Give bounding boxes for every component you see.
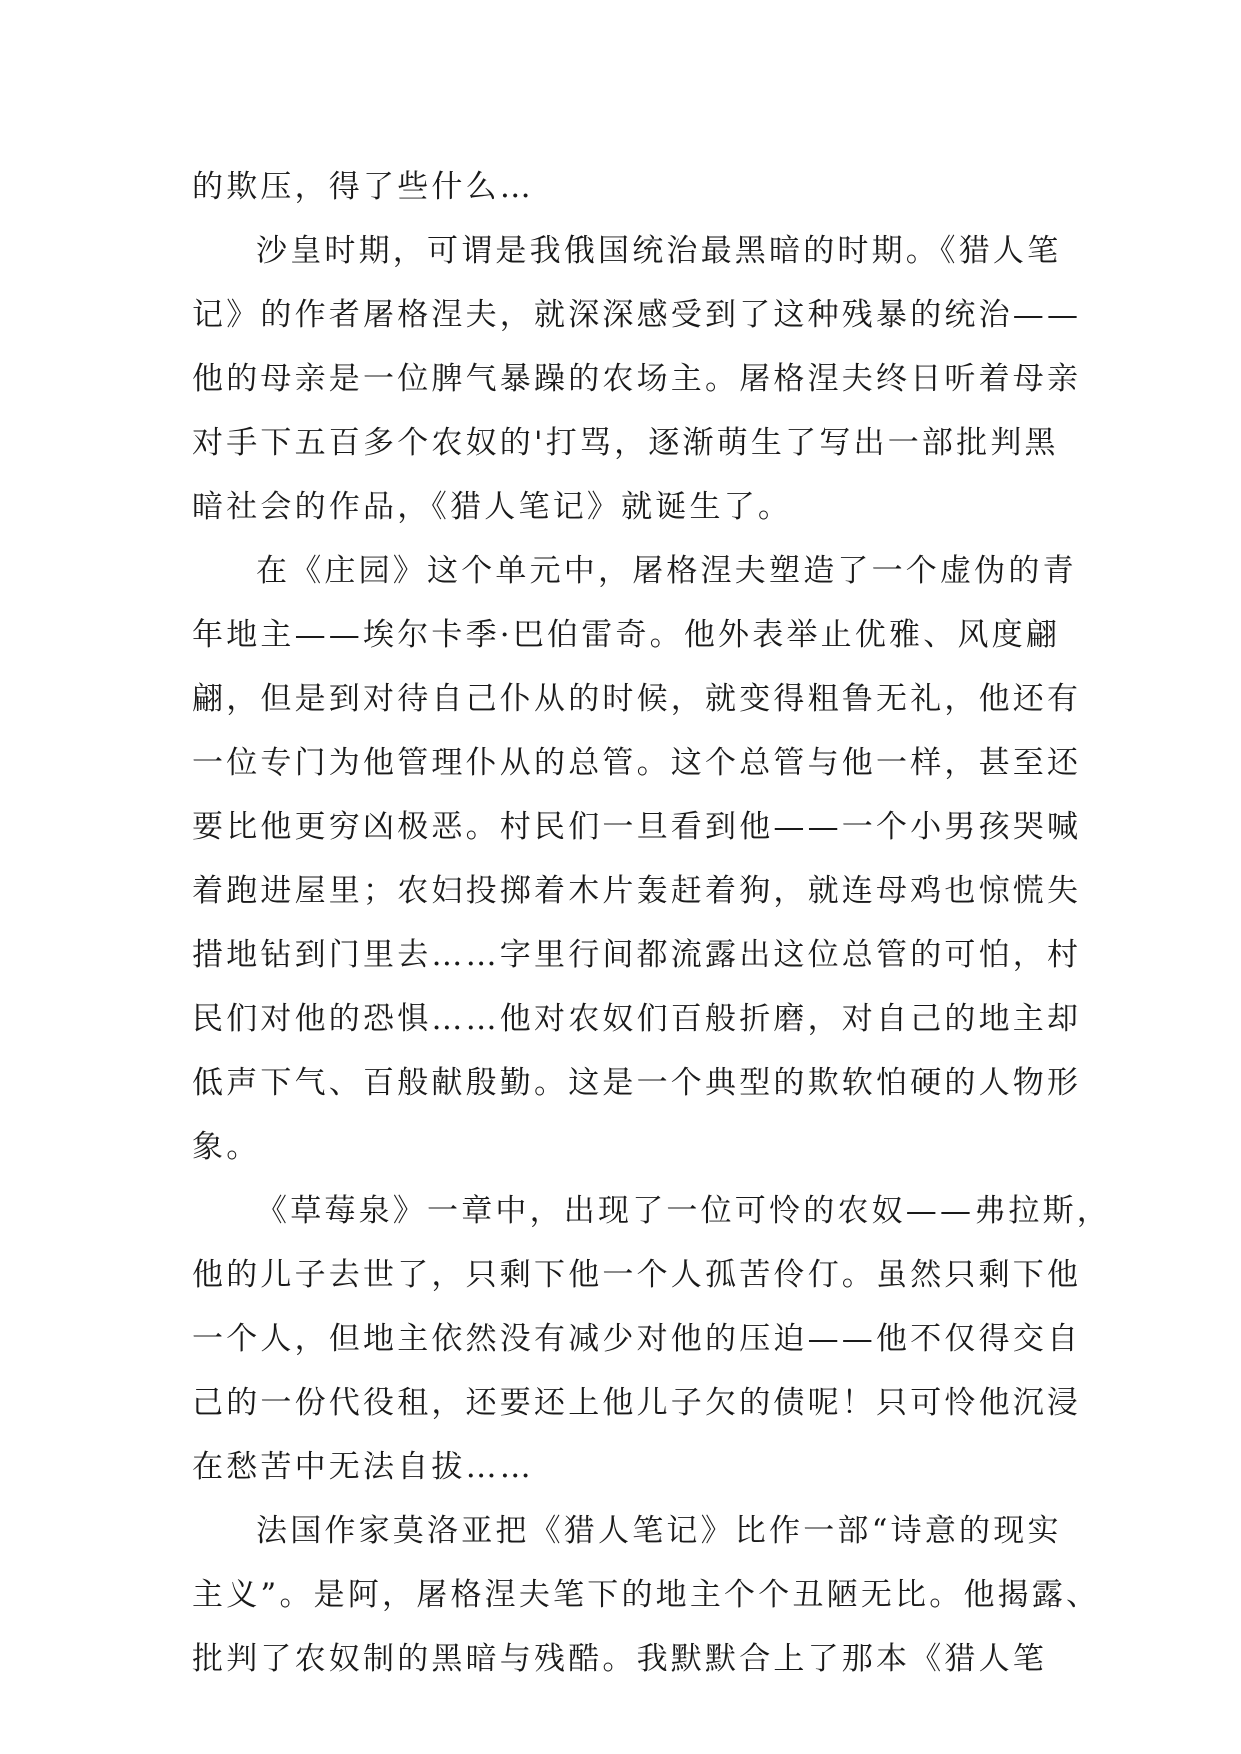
text-line: 暗社会的作品，《猎人笔记》就诞生了。	[192, 489, 793, 525]
text-line: 主义”。是阿，屠格涅夫笔下的地主个个丑陋无比。他揭露、	[192, 1577, 1101, 1613]
text-line: 批判了农奴制的黑暗与残酷。我默默合上了那本《猎人笔	[192, 1641, 1047, 1677]
text-line: 一个人，但地主依然没有减少对他的压迫——他不仅得交自	[192, 1321, 1082, 1357]
paragraph-start-line: 在《庄园》这个单元中，屠格涅夫塑造了一个虚伪的青	[256, 553, 1077, 589]
text-line: 翩，但是到对待自己仆从的时候，就变得粗鲁无礼，他还有	[192, 681, 1082, 717]
paragraph-start-line: 法国作家莫洛亚把《猎人笔记》比作一部“诗意的现实	[256, 1513, 1062, 1549]
text-line: 在愁苦中无法自拔……	[192, 1449, 534, 1485]
paragraph-start-line: 沙皇时期，可谓是我俄国统治最黑暗的时期。《猎人笔	[256, 233, 1062, 269]
text-line: 记》的作者屠格涅夫，就深深感受到了这种残暴的统治——	[192, 297, 1082, 333]
text-line: 的欺压，得了些什么…	[192, 169, 534, 205]
text-line: 年地主——埃尔卡季·巴伯雷奇。他外表举止优雅、风度翩	[192, 617, 1061, 653]
text-line: 要比他更穷凶极恶。村民们一旦看到他——一个小男孩哭喊	[192, 809, 1082, 845]
text-line: 象。	[192, 1129, 261, 1165]
text-line: 对手下五百多个农奴的'打骂，逐渐萌生了写出一部批判黑	[192, 425, 1059, 461]
text-line: 一位专门为他管理仆从的总管。这个总管与他一样，甚至还	[192, 745, 1082, 781]
text-line: 低声下气、百般献殷勤。这是一个典型的欺软怕硬的人物形	[192, 1065, 1082, 1101]
text-line: 他的儿子去世了，只剩下他一个人孤苦伶仃。虽然只剩下他	[192, 1257, 1082, 1293]
text-line: 着跑进屋里；农妇投掷着木片轰赶着狗，就连母鸡也惊慌失	[192, 873, 1082, 909]
text-line: 民们对他的恐惧……他对农奴们百般折磨，对自己的地主却	[192, 1001, 1082, 1037]
text-line: 己的一份代役租，还要还上他儿子欠的债呢！只可怜他沉浸	[192, 1385, 1082, 1421]
text-line: 措地钻到门里去……字里行间都流露出这位总管的可怕，村	[192, 937, 1082, 973]
paragraph-start-line: 《草莓泉》一章中，出现了一位可怜的农奴——弗拉斯，	[256, 1193, 1111, 1229]
text-line: 他的母亲是一位脾气暴躁的农场主。屠格涅夫终日听着母亲	[192, 361, 1082, 397]
